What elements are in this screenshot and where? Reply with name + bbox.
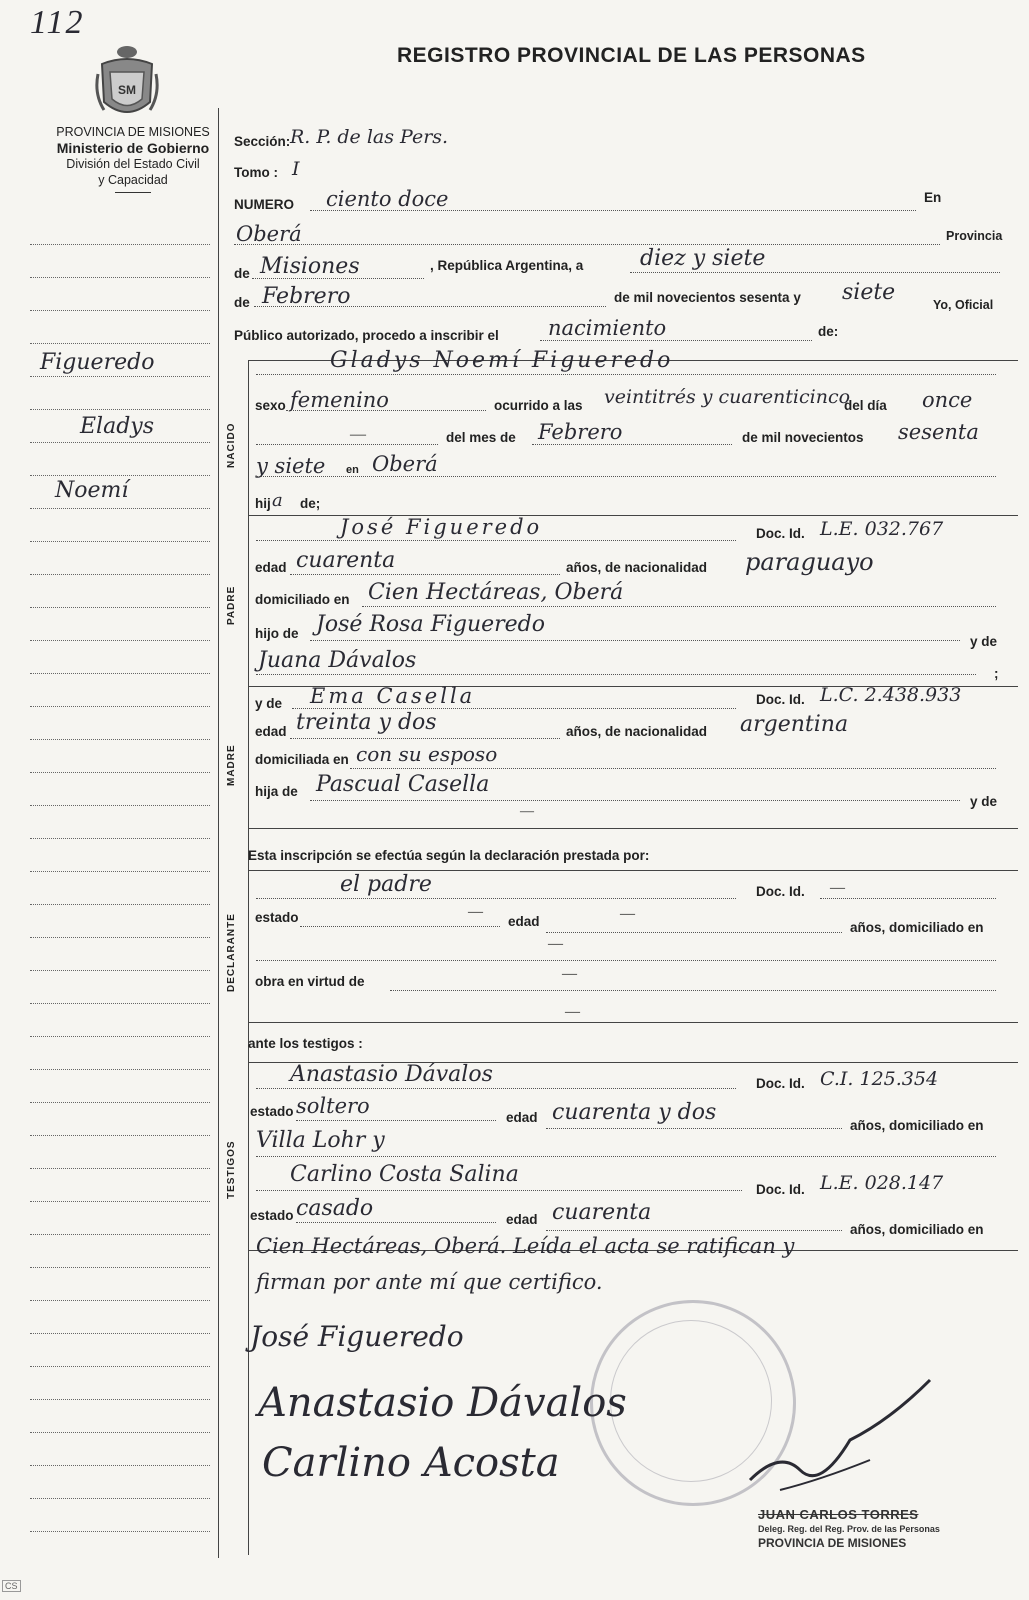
margin-line — [30, 376, 210, 377]
margin-line — [30, 1498, 210, 1499]
republica-label: , República Argentina, a — [430, 258, 584, 273]
margin-line — [30, 409, 210, 410]
del-dia-label: del día — [844, 398, 887, 413]
margin-line — [30, 607, 210, 608]
margin-line — [30, 1267, 210, 1268]
de-label-2: de — [234, 295, 250, 310]
father-father-value: José Rosa Figueredo — [316, 612, 546, 637]
document-title: REGISTRO PROVINCIAL DE LAS PERSONAS — [397, 44, 866, 67]
father-edad-label: edad — [255, 560, 287, 575]
section-divider — [248, 360, 250, 1555]
mother-dom-value: con su esposo — [356, 742, 498, 766]
witness-1-dom-value: Villa Lohr y — [256, 1128, 385, 1153]
section-line — [248, 828, 1018, 829]
sexo-label: sexo — [255, 398, 286, 413]
birth-place-value: Oberá — [372, 452, 438, 476]
seccion-value: R. P. de las Pers. — [290, 126, 449, 148]
mil-label: de mil novecientos — [742, 430, 864, 445]
act-value: nacimiento — [548, 316, 667, 340]
witness-1-estado-label: estado — [250, 1104, 294, 1119]
side-label-padre: PADRE — [226, 585, 237, 625]
margin-line — [30, 1399, 210, 1400]
witness-1-estado-value: soltero — [296, 1094, 370, 1118]
margin-line — [30, 904, 210, 905]
declarante-anos-label: años, domiciliado en — [850, 920, 984, 935]
mother-doc-label: Doc. Id. — [756, 692, 805, 707]
side-label-madre: MADRE — [226, 744, 237, 786]
testigos-intro: ante los testigos : — [248, 1036, 363, 1051]
birth-day-value: once — [922, 388, 973, 412]
mother-y-de: y de — [970, 794, 998, 809]
mother-doc-value: L.C. 2.438.933 — [820, 684, 962, 706]
child-name: Gladys Noemí Figueredo — [330, 348, 674, 373]
witness-1-name: Anastasio Dávalos — [290, 1062, 493, 1087]
margin-line — [30, 1432, 210, 1433]
witness-2-edad-value: cuarenta — [552, 1200, 652, 1225]
margin-line — [30, 772, 210, 773]
margin-line — [30, 970, 210, 971]
mother-dom-label: domiciliada en — [255, 752, 349, 767]
capacity-label: y Capacidad — [98, 173, 168, 187]
margin-middle-name: Noemí — [55, 478, 129, 503]
mother-hija-label: hija de — [255, 784, 298, 799]
seccion-label: Sección: — [234, 134, 291, 149]
father-edad-value: cuarenta — [296, 548, 396, 573]
margin-line — [30, 1300, 210, 1301]
obra-value: — — [562, 966, 577, 982]
closing-line-2: firman por ante mí que certifico. — [256, 1270, 603, 1294]
tomo-value: I — [292, 158, 300, 180]
declarante-estado-label: estado — [255, 910, 299, 925]
mother-nac-label: años, de nacionalidad — [566, 724, 708, 739]
witness-1-edad-label: edad — [506, 1110, 538, 1125]
margin-line — [30, 739, 210, 740]
side-label-declarante: DECLARANTE — [226, 913, 237, 992]
birth-year-value: sesenta — [898, 420, 979, 444]
margin-line — [30, 1531, 210, 1532]
official-block — [758, 1508, 940, 1550]
side-label-testigos: TESTIGOS — [226, 1140, 237, 1200]
sexo-value: femenino — [290, 388, 389, 412]
margin-line — [30, 343, 210, 344]
de-label-nacido: de; — [300, 496, 321, 511]
en-label: En — [924, 190, 942, 205]
ministry-label: Ministerio de Gobierno — [56, 140, 210, 156]
mother-y-de-label: y de — [255, 696, 283, 711]
declarante-dash-2: — — [565, 1004, 580, 1020]
witness-1-anos-label: años, domiciliado en — [850, 1118, 984, 1133]
side-label-nacido: NACIDO — [226, 422, 237, 468]
dash: — — [350, 426, 366, 443]
margin-line — [30, 1366, 210, 1367]
hijo-label: hij — [255, 496, 271, 511]
margin-line — [30, 805, 210, 806]
father-y-de: y de — [970, 634, 998, 649]
witness-2-anos-label: años, domiciliado en — [850, 1222, 984, 1237]
numero-label: NUMERO — [234, 197, 294, 212]
birth-year-value-2: y siete — [256, 454, 326, 478]
witness-2-doc-label: Doc. Id. — [756, 1182, 805, 1197]
margin-line — [30, 871, 210, 872]
father-name: José Figueredo — [340, 515, 543, 539]
birth-month-value: Febrero — [538, 420, 623, 444]
provincia-label: Provincia — [946, 229, 1003, 243]
ministry-block — [28, 124, 238, 193]
witness-2-estado-label: estado — [250, 1208, 294, 1223]
divider — [115, 192, 151, 193]
margin-line — [30, 277, 210, 278]
declarante-name: el padre — [340, 872, 432, 897]
father-dom-label: domiciliado en — [255, 592, 350, 607]
obra-label: obra en virtud de — [255, 974, 365, 989]
margin-line — [30, 574, 210, 575]
publico-label: Público autorizado, procedo a inscribir el — [234, 328, 499, 343]
mes-label: del mes de — [446, 430, 516, 445]
father-mother-value: Juana Dávalos — [258, 648, 417, 673]
svg-text:SM: SM — [118, 83, 136, 97]
margin-line — [30, 1102, 210, 1103]
hour-value: veintitrés y cuarenticinco — [604, 386, 851, 408]
official-signature-icon — [740, 1360, 940, 1500]
signature-father: José Figueredo — [250, 1320, 464, 1353]
declarante-dash-1: — — [548, 936, 563, 952]
margin-line — [30, 1036, 210, 1037]
witness-1-edad-value: cuarenta y dos — [552, 1100, 717, 1125]
scanner-mark: CS — [2, 1580, 21, 1592]
margin-line — [30, 1003, 210, 1004]
signature-witness-1: Anastasio Dávalos — [258, 1380, 627, 1426]
margin-line — [30, 1069, 210, 1070]
year-value: siete — [842, 280, 896, 305]
section-line — [248, 870, 1018, 871]
division-label: División del Estado Civil — [66, 157, 200, 171]
witness-2-edad-label: edad — [506, 1212, 538, 1227]
mother-edad-value: treinta y dos — [296, 710, 437, 735]
semicolon: ; — [994, 666, 999, 681]
witness-2-doc-value: L.E. 028.147 — [820, 1172, 944, 1194]
signature-witness-2: Carlino Acosta — [262, 1440, 560, 1486]
coat-of-arms-icon — [92, 44, 162, 122]
declarante-doc-value: — — [830, 880, 845, 896]
year-label: de mil novecientos sesenta y — [614, 290, 801, 305]
margin-line — [30, 508, 210, 509]
margin-line — [30, 937, 210, 938]
numero-value: ciento doce — [326, 187, 449, 211]
father-doc-value: L.E. 032.767 — [820, 518, 944, 540]
margin-line — [30, 310, 210, 311]
margin-line — [30, 1333, 210, 1334]
ocurrido-label: ocurrido a las — [494, 398, 583, 413]
section-line — [248, 1022, 1018, 1023]
margin-line — [30, 475, 210, 476]
margin-first-name: Eladys — [80, 414, 155, 439]
de-label: de — [234, 266, 250, 281]
tomo-label: Tomo : — [234, 165, 278, 180]
margin-line — [30, 1234, 210, 1235]
oficial-label: Yo, Oficial — [933, 298, 994, 312]
mother-nac-value: argentina — [740, 712, 849, 737]
margin-line — [30, 541, 210, 542]
province-value: Misiones — [260, 254, 360, 279]
declarante-edad-value: — — [620, 906, 635, 922]
father-nac-label: años, de nacionalidad — [566, 560, 708, 575]
official-province: PROVINCIA DE MISIONES — [758, 1536, 907, 1550]
margin-line — [30, 244, 210, 245]
witness-1-doc-value: C.I. 125.354 — [820, 1068, 939, 1090]
declarante-intro: Esta inscripción se efectúa según la declaración prestada por: — [248, 848, 650, 863]
margin-line — [30, 640, 210, 641]
closing-line-1: Cien Hectáreas, Oberá. Leída el acta se ratifican y — [256, 1234, 795, 1258]
mother-dash: — — [520, 804, 534, 819]
margin-line — [30, 838, 210, 839]
mother-name: Ema Casella — [310, 684, 476, 708]
mother-edad-label: edad — [255, 724, 287, 739]
page-number: 112 — [30, 4, 85, 41]
margin-line — [30, 1135, 210, 1136]
mother-father-value: Pascual Casella — [316, 772, 490, 797]
witness-2-name: Carlino Costa Salina — [290, 1162, 519, 1187]
place-value: Oberá — [236, 222, 302, 246]
declarante-edad-label: edad — [508, 914, 540, 929]
month-value: Febrero — [262, 284, 351, 309]
official-name: JUAN CARLOS TORRES — [758, 1507, 919, 1522]
day-value: diez y siete — [640, 246, 766, 271]
declarante-estado-value: — — [468, 904, 483, 920]
hijo-value: a — [272, 490, 283, 511]
en-label-nacido: en — [346, 464, 359, 476]
father-doc-label: Doc. Id. — [756, 526, 805, 541]
margin-line — [30, 442, 210, 443]
official-title: Deleg. Reg. del Reg. Prov. de las Personas — [758, 1524, 940, 1534]
de-colon: de: — [818, 324, 839, 339]
father-nac-value: paraguayo — [745, 548, 874, 576]
margin-line — [30, 1168, 210, 1169]
witness-1-doc-label: Doc. Id. — [756, 1076, 805, 1091]
declarante-doc-label: Doc. Id. — [756, 884, 805, 899]
margin-line — [30, 706, 210, 707]
witness-2-estado-value: casado — [296, 1196, 374, 1221]
margin-line — [30, 1465, 210, 1466]
father-hijo-label: hijo de — [255, 626, 299, 641]
father-dom-value: Cien Hectáreas, Oberá — [368, 580, 624, 605]
margin-line — [30, 673, 210, 674]
province-label: PROVINCIA DE MISIONES — [56, 125, 210, 139]
margin-surname: Figueredo — [40, 350, 155, 375]
margin-line — [30, 1201, 210, 1202]
margin-divider — [218, 108, 220, 1558]
